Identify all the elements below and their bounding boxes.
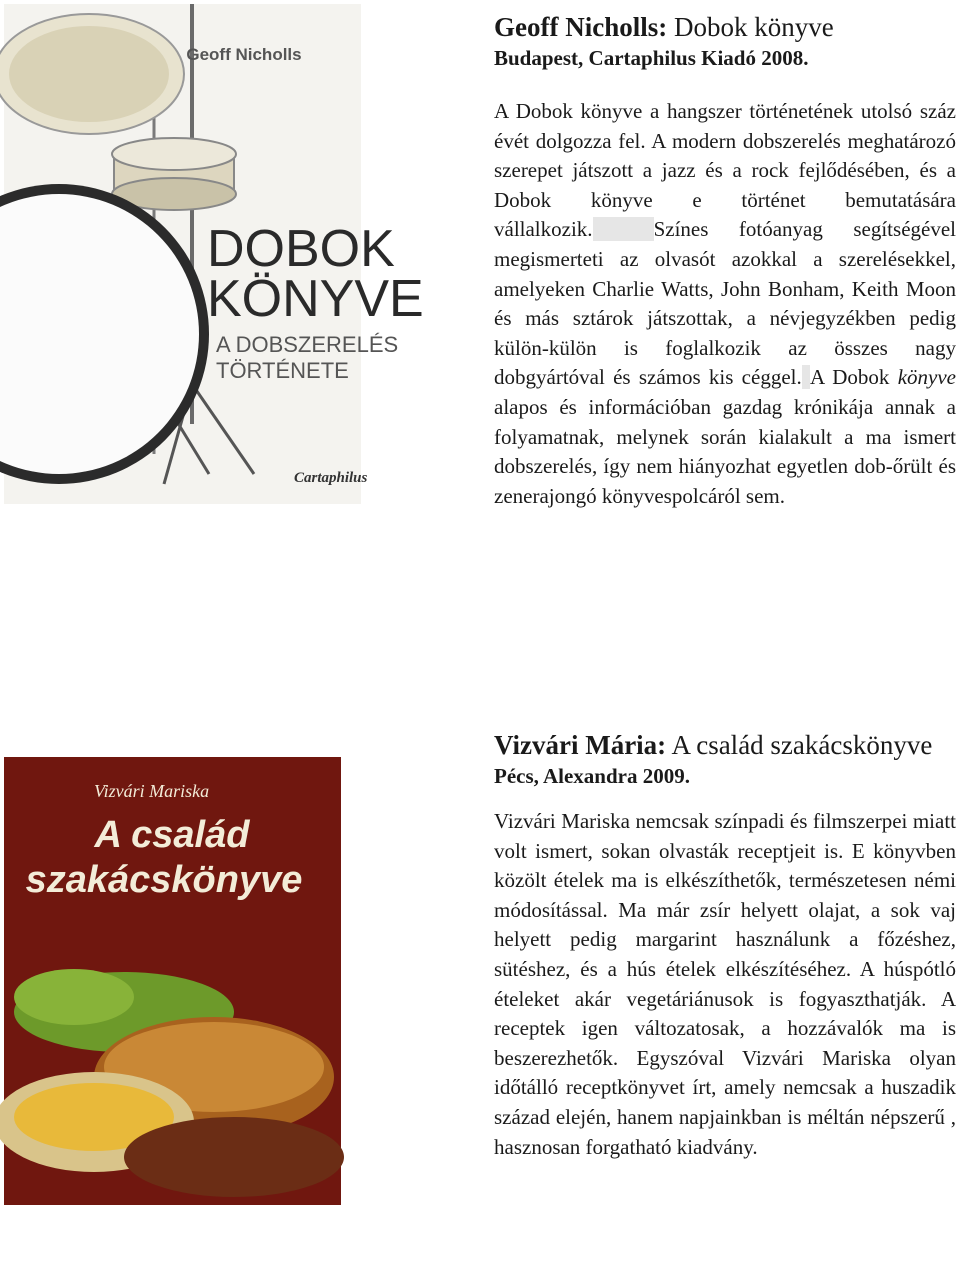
book2-publication: Pécs, Alexandra 2009. [494, 764, 690, 788]
book1-desc-italic: könyve [897, 365, 956, 390]
cover1-publisher: Cartaphilus [294, 470, 368, 486]
book2-description: Vizvári Mariska nemcsak színpadi és filmszerpei miatt volt ismert, sokan olvasták receptjeit is. E könyvben közölt ételek ma is elkészíthetők, természetesen némi módosítással. Ma már zsír helyett olajat, a sok vaj helyett pedig margarint használunk a főzéshez, sütéshez, és a hús ételek elkészítéséhez. A húspótló ételeket akár vegetáriánusok is fogyaszthatják. A receptek igen változatosak, a hozzávalók ma is beszerezhetők. Egyszóval Vizvári Mariska olyan időtálló receptkönyvet írt, amely nemcsak a huszadik század elején, hanem napjainkban is méltán népszerű , hasznosan forgatható kiadvány. [494, 809, 956, 1159]
book2-title: A család szakácskönyve [671, 730, 933, 760]
dobok-konyve-cover [4, 4, 424, 504]
cover1-title-line1: DOBOK [207, 220, 395, 278]
book1-desc-part2: Színes fotóanyag segítségével megismerteti az olvasót azokkal a szerelésekkel, amelyeken Charlie Watts, John Bonham, Keith Moon és más sztárok játszottak, a névjegyzékben pedig külön-külön is foglalkozik az összes nagy dobgyártóval és számos kis céggel. [494, 217, 956, 390]
book1-heading [494, 12, 956, 43]
cover1-subtitle-line1: A DOBSZERELÉS [216, 332, 399, 357]
cover1-subtitle-line2: TÖRTÉNETE [216, 358, 349, 383]
book1-publication: Budapest, Cartaphilus Kiadó 2008. [494, 46, 809, 70]
book-entry-dobok-konyve [494, 12, 956, 511]
cover1-author: Geoff Nicholls [186, 45, 302, 64]
cover2-title-line2: szakácskönyve [25, 859, 303, 901]
book1-desc-part1: A Dobok könyve a hangszer történetének utolsó száz évét dolgozza fel. A modern dobszerelés meghatározó szerepet játszott a jazz és a rock fejlődésében, és a Dobok könyve e történet bemutatására vállalkozik. [494, 99, 956, 242]
book2-heading [494, 730, 956, 761]
book-entry-csalad-szakacskonyve [494, 730, 956, 1162]
cover2-title-line1: A család [94, 814, 250, 856]
book1-description [494, 97, 956, 511]
book1-author: Geoff Nicholls: [494, 12, 668, 42]
book2-author: Vizvári Mária: [494, 730, 667, 760]
cover2-author: Vizvári Mariska [94, 781, 210, 801]
book1-desc-part3: A Dobok [810, 365, 890, 390]
book1-desc-part4: alapos és információban gazdag krónikája annak a folyamatnak, melynek során kialakult a ma ismert dobszerelés, így nem hiányozhat egyetlen dob-őrült és zenerajongó könyvespolcáról sem. [494, 394, 956, 508]
book1-title: Dobok könyve [673, 12, 834, 42]
cover1-title-line2: KÖNYVE [207, 270, 424, 328]
csalad-szakacskonyve-cover [4, 757, 341, 1205]
